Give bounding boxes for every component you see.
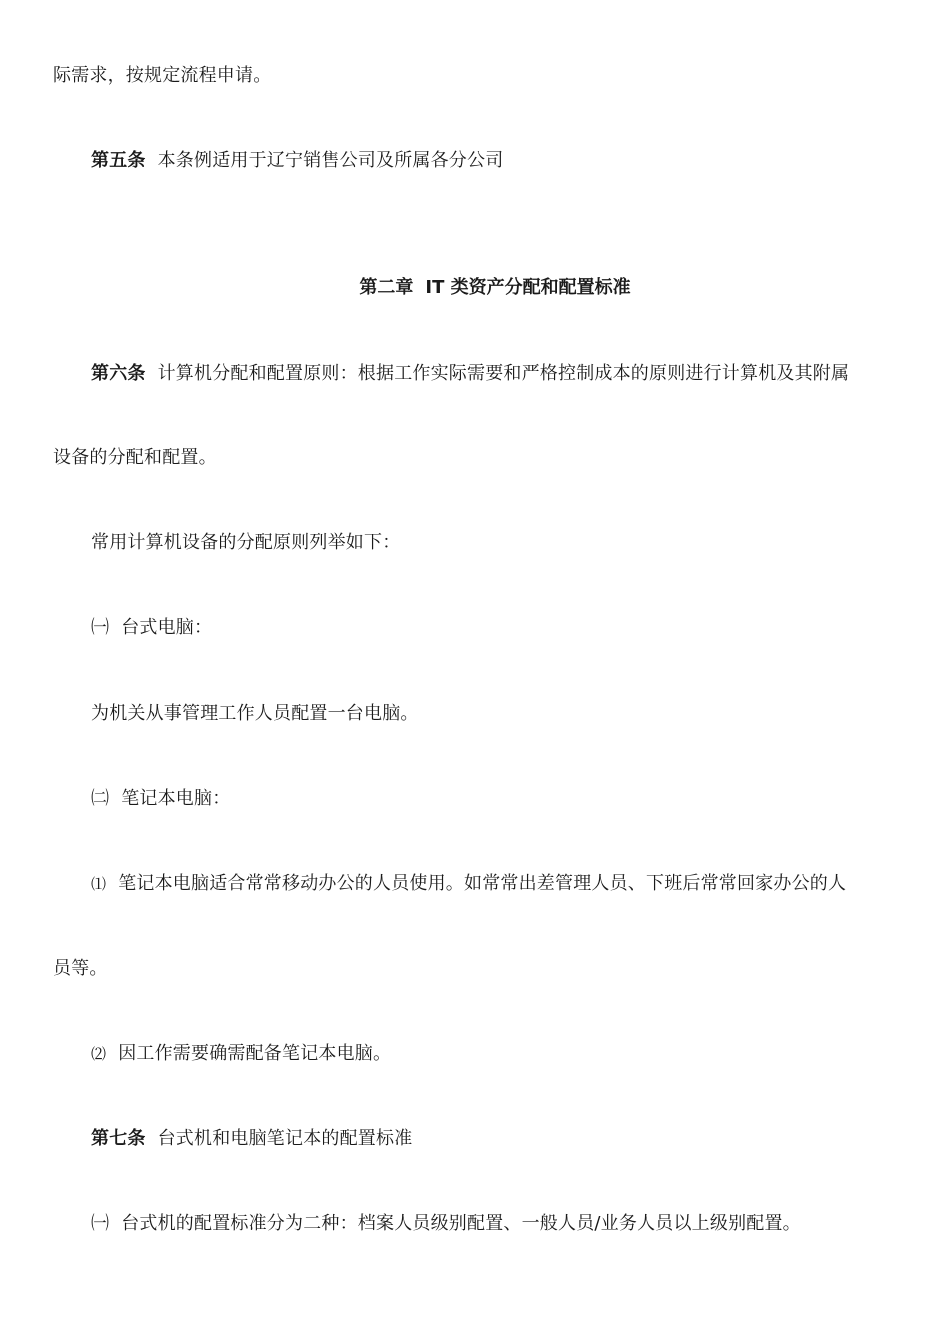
list-item-desktop [91,616,212,640]
article-text: 设备的分配和配置。 [53,447,217,468]
chapter-label: 第二章 [359,277,414,298]
article-7 [91,1127,412,1151]
article-6-continuation [53,446,217,470]
list-item-desktop-config [91,1212,801,1236]
list-item-text: 台式机的配置标准分为二种：档案人员级别配置、一般人员/业务人员以上级别配置。 [121,1213,801,1234]
sub-marker: ⑴ [91,875,107,893]
article-text: 计算机分配和配置原则：根据工作实际需要和严格控制成本的原则进行计算机及其附属 [157,363,850,384]
article-label: 第五条 [91,150,146,171]
desktop-description [91,702,419,726]
chapter-heading [0,276,950,300]
sub-item-text: 因工作需要确需配备笔记本电脑。 [118,1043,392,1064]
paragraph-text: 常用计算机设备的分配原则列举如下： [91,532,401,553]
sub-item-1 [91,872,846,896]
list-item-text: 台式电脑： [121,617,213,638]
list-marker: ㈠ [91,1213,110,1234]
sub-item-1-continuation [53,957,108,981]
chapter-title: IT 类资产分配和配置标准 [425,277,631,298]
paragraph-text: 为机关从事管理工作人员配置一台电脑。 [91,703,419,724]
article-label: 第六条 [91,363,146,384]
sub-item-2 [91,1042,391,1066]
list-marker: ㈠ [91,617,110,638]
article-5 [91,149,503,173]
article-text: 本条例适用于辽宁销售公司及所属各分公司 [157,150,504,171]
list-item-text: 笔记本电脑： [121,788,231,809]
paragraph-continuation [53,64,271,88]
article-text: 台式机和电脑笔记本的配置标准 [157,1128,413,1149]
article-label: 第七条 [91,1128,146,1149]
sub-marker: ⑵ [91,1045,107,1063]
sub-item-text: 员等。 [53,958,108,979]
list-marker: ㈡ [91,788,110,809]
list-item-laptop [91,787,230,811]
list-intro [91,531,400,555]
paragraph-text: 际需求，按规定流程申请。 [53,65,272,86]
sub-item-text: 笔记本电脑适合常常移动办公的人员使用。如常常出差管理人员、下班后常常回家办公的人 [118,873,847,894]
article-6 [91,362,849,386]
